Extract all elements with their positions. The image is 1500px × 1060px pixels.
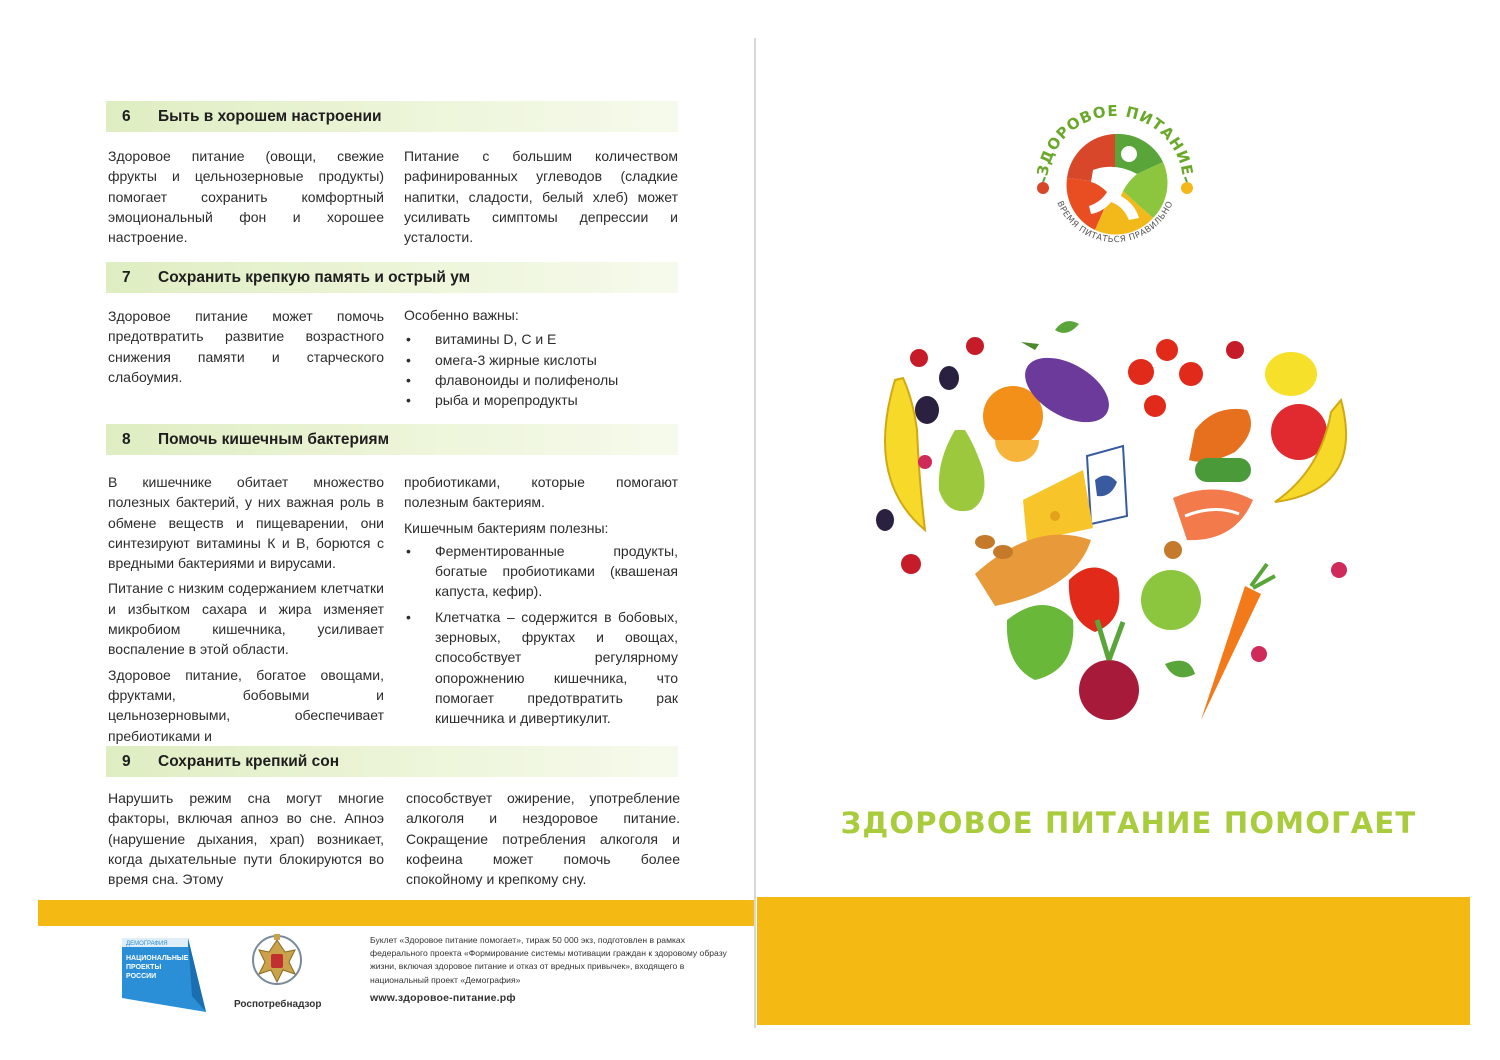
np-logo-line: ПРОЕКТЫ bbox=[126, 964, 162, 971]
paragraph: В кишечнике обитает множество полезных бактерий, у них важная роль в обмене веществ и пищеварении, они синтезируют витамины К и В, борются с вредными бактериями и вирусами. bbox=[108, 474, 384, 572]
list-item: • витамины D, C и E bbox=[404, 329, 678, 349]
section-number: 6 bbox=[122, 107, 131, 125]
section-title: Быть в хорошем настроении bbox=[158, 107, 382, 125]
footer bbox=[38, 926, 754, 1026]
paragraph: пробиотиками, которые помогают полезным бактериям. bbox=[404, 474, 678, 511]
list-item: • рыба и морепродукты bbox=[404, 390, 678, 410]
imprint bbox=[370, 934, 734, 1005]
healthy-food-logo bbox=[1025, 92, 1205, 262]
section-title: Сохранить крепкую память и острый ум bbox=[158, 268, 471, 286]
section-7-left-column bbox=[108, 306, 384, 392]
section-6-left-column bbox=[108, 146, 384, 252]
np-logo-line: ДЕМОГРАФИЯ bbox=[126, 941, 168, 947]
paragraph: Питание с низким содержанием клетчатки и избытком сахара и жира изменяет микробиом кишечника, усиливает воспаление в этой области. bbox=[108, 580, 384, 658]
section-9-right-column bbox=[406, 788, 680, 894]
bullet-list bbox=[404, 541, 678, 729]
paragraph: Нарушить режим сна могут многие факторы, включая апноэ во сне. Апноэ (нарушение дыхания, храп) возникает, когда дыхательные пути блокируются во время сна. Этому bbox=[108, 790, 384, 888]
section-8-left-column bbox=[108, 472, 384, 751]
section-9-header bbox=[106, 746, 678, 777]
section-8-header bbox=[106, 424, 678, 455]
list-intro: Особенно важны: bbox=[404, 307, 519, 323]
section-6-right-column bbox=[404, 146, 678, 252]
page-fold bbox=[754, 38, 756, 1028]
emblem-icon bbox=[249, 930, 305, 992]
cover-page bbox=[757, 0, 1500, 1060]
section-title: Помочь кишечным бактериям bbox=[158, 430, 390, 448]
paragraph: способствует ожирение, употребление алкоголя и нездоровое питание. Сокращение потребления алкоголя и кофеина может помочь более спокойному и крепкому сну. bbox=[406, 790, 680, 888]
yellow-band bbox=[38, 900, 754, 926]
logo-bottom-text: ВРЕМЯ ПИТАТЬСЯ ПРАВИЛЬНО bbox=[1054, 199, 1176, 246]
rospotrebnadzor-logo bbox=[234, 930, 320, 1016]
list-item: • омега-3 жирные кислоты bbox=[404, 350, 678, 370]
logo-top-text: ЗДОРОВОЕ ПИТАНИЕ bbox=[1033, 101, 1197, 178]
section-number: 9 bbox=[122, 752, 131, 770]
section-8-right-column bbox=[404, 472, 678, 729]
section-number: 8 bbox=[122, 430, 131, 448]
fruits-heart-illustration bbox=[855, 320, 1375, 760]
paragraph: Здоровое питание (овощи, свежие фрукты и цельнозерновые продукты) помогает сохранить комфортный эмоциональный фон и хорошее настроение. bbox=[108, 148, 384, 246]
yellow-block bbox=[757, 897, 1470, 1025]
section-number: 7 bbox=[122, 268, 131, 286]
section-7-right-column bbox=[404, 305, 678, 410]
bullet-list bbox=[404, 329, 678, 410]
np-logo-line: НАЦИОНАЛЬНЫЕ bbox=[126, 955, 189, 962]
list-item: • Ферментированные продукты, богатые пробиотиками (квашеная капуста, кефир). bbox=[404, 541, 678, 602]
website-link[interactable]: www.здоровое-питание.рф bbox=[370, 991, 516, 1004]
paragraph: Здоровое питание может помочь предотвратить развитие возрастного снижения памяти и старческого слабоумия. bbox=[108, 308, 384, 385]
national-projects-logo bbox=[118, 932, 214, 1012]
section-6-header bbox=[106, 101, 678, 132]
imprint-text: Буклет «Здоровое питание помогает», тираж 50 000 экз, подготовлен в рамках федерального проекта «Формирование системы мотивации граждан к здоровому образу жизни, включая здоровое питание и отказ от вредных привычек», входящего в национальный проект «Демография» bbox=[370, 935, 727, 985]
paragraph: Здоровое питание, богатое овощами, фруктами, бобовыми и цельнозерновыми, обеспечивает пребиотиками и bbox=[108, 666, 384, 744]
list-item: • Клетчатка – содержится в бобовых, зерновых, фруктах и овощах, способствует регулярному опорожнению кишечника, что помогает предотвратить рак кишечника и дивертикулит. bbox=[404, 607, 678, 729]
section-7-header bbox=[106, 262, 678, 293]
np-logo-line: РОССИИ bbox=[126, 973, 157, 980]
section-9-left-column bbox=[108, 788, 384, 894]
list-intro: Кишечным бактериям полезны: bbox=[404, 519, 609, 536]
paragraph: Питание с большим количеством рафинированных углеводов (сладкие напитки, сладости, белый хлеб) может усиливать симптомы депрессии и усталости. bbox=[404, 148, 678, 246]
cover-title: ЗДОРОВОЕ ПИТАНИЕ ПОМОГАЕТ bbox=[840, 806, 1417, 840]
rospotrebnadzor-label: Роспотребнадзор bbox=[234, 999, 322, 1010]
section-title: Сохранить крепкий сон bbox=[158, 752, 340, 770]
list-item: • флавоноиды и полифенолы bbox=[404, 370, 678, 390]
